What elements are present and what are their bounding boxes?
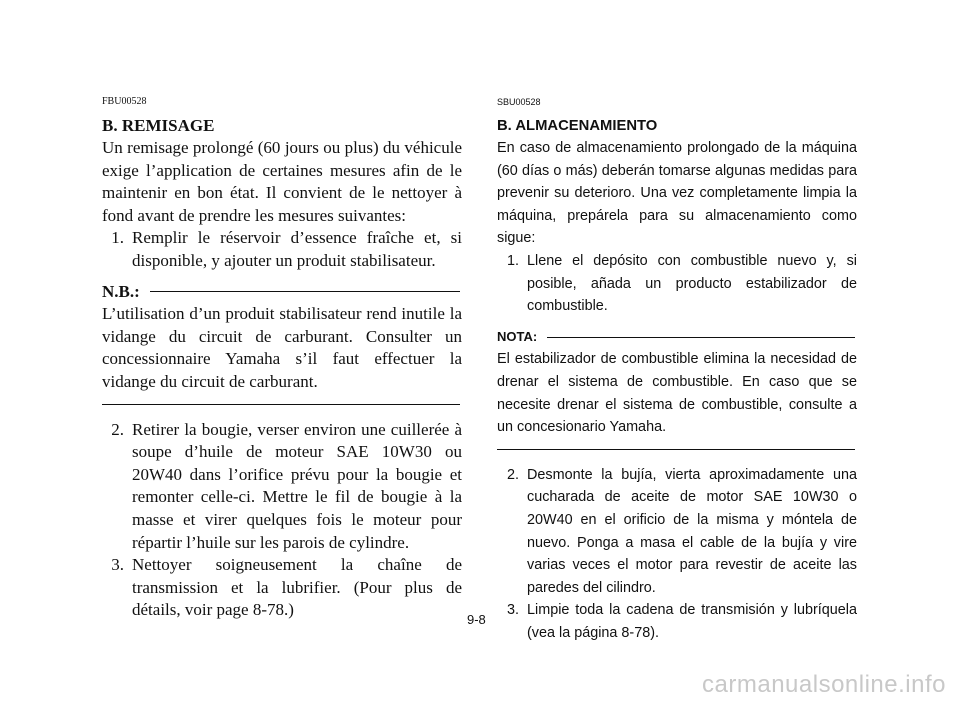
list-item [102,227,462,272]
note-rule [150,291,460,292]
item-number: 1. [111,228,124,248]
item-number: 2. [506,466,519,483]
item-number: 3. [506,602,519,619]
french-column [102,95,462,622]
note-end-rule [102,404,460,405]
intro-paragraph: Un remisage prolongé (60 jours ou plus) du véhicule exige l’application de certaines mesures afin de le maintenir en bon état. Il convient de le nettoyer à fond avant de prendre les mesures suivantes: [102,138,462,225]
list-item [497,599,857,644]
note-rule [547,337,855,338]
note-text: L’utilisation d’un produit stabilisateur rend inutile la vidange du circuit de carburant. Consulter un concessionnaire Yamaha s’il faut effectuer la vidange du circuit de carburant. [102,304,462,391]
note-label: NOTA: [497,328,538,344]
note-label: N.B.: [102,281,140,301]
item-text: Llene el depósito con combustible nuevo y, si posible, añada un producto estabilizador de combustible. [527,252,857,315]
list-item [102,419,462,555]
note-end-rule [497,449,855,450]
section-heading: B. REMISAGE [102,116,215,135]
section-heading: B. ALMACENAMIENTO [497,118,658,134]
note-header [497,326,857,349]
section-code: SBU00528 [497,97,541,107]
item-number: 1. [506,252,519,269]
item-number: 3. [111,555,124,575]
list-item [497,464,857,600]
list-item [497,250,857,318]
list-item [102,554,462,622]
page-number: 9-8 [467,612,486,627]
item-text: Desmonte la bujía, vierta aproximadamente una cucharada de aceite de motor SAE 10W30 o 20W40 en el orificio de la misma y móntela de nuevo. Ponga a masa el cable de la bujía y vire varias veces el motor para revestir de aceite las paredes del cilindro. [527,466,857,596]
intro-paragraph: En caso de almacenamiento prolongado de la máquina (60 días o más) deberán tomarse algunas medidas para prevenir su deterioro. Una vez completamente limpia la máquina, prepárela para su almacenamiento como sigue: [497,140,857,247]
watermark: carmanualsonline.info [702,671,946,698]
item-text: Retirer la bougie, verser environ une cuillerée à soupe d’huile de moteur SAE 10W30 ou 20W40 dans l’orifice prévu pour la bougie et remonter celle-ci. Mettre le fil de bougie à la masse et virer quelques fois le moteur pour répartir l’huile sur les parois de cylindre. [132,419,462,552]
spanish-column [497,95,857,644]
item-text: Nettoyer soigneusement la chaîne de transmission et la lubrifier. (Pour plus de détails, voir page 8-78.) [132,555,462,620]
item-text: Remplir le réservoir d’essence fraîche et, si disponible, y ajouter un produit stabilisateur. [132,228,462,270]
section-code: FBU00528 [102,96,147,107]
item-text: Limpie toda la cadena de transmisión y lubríquela (vea la página 8-78). [527,602,857,641]
item-number: 2. [111,419,124,439]
note-text: El estabilizador de combustible elimina la necesidad de drenar el sistema de combustible. En caso que se necesite drenar el sistema de combustible, consulte a un concesionario Yamaha. [497,351,857,436]
note-header [102,281,462,304]
